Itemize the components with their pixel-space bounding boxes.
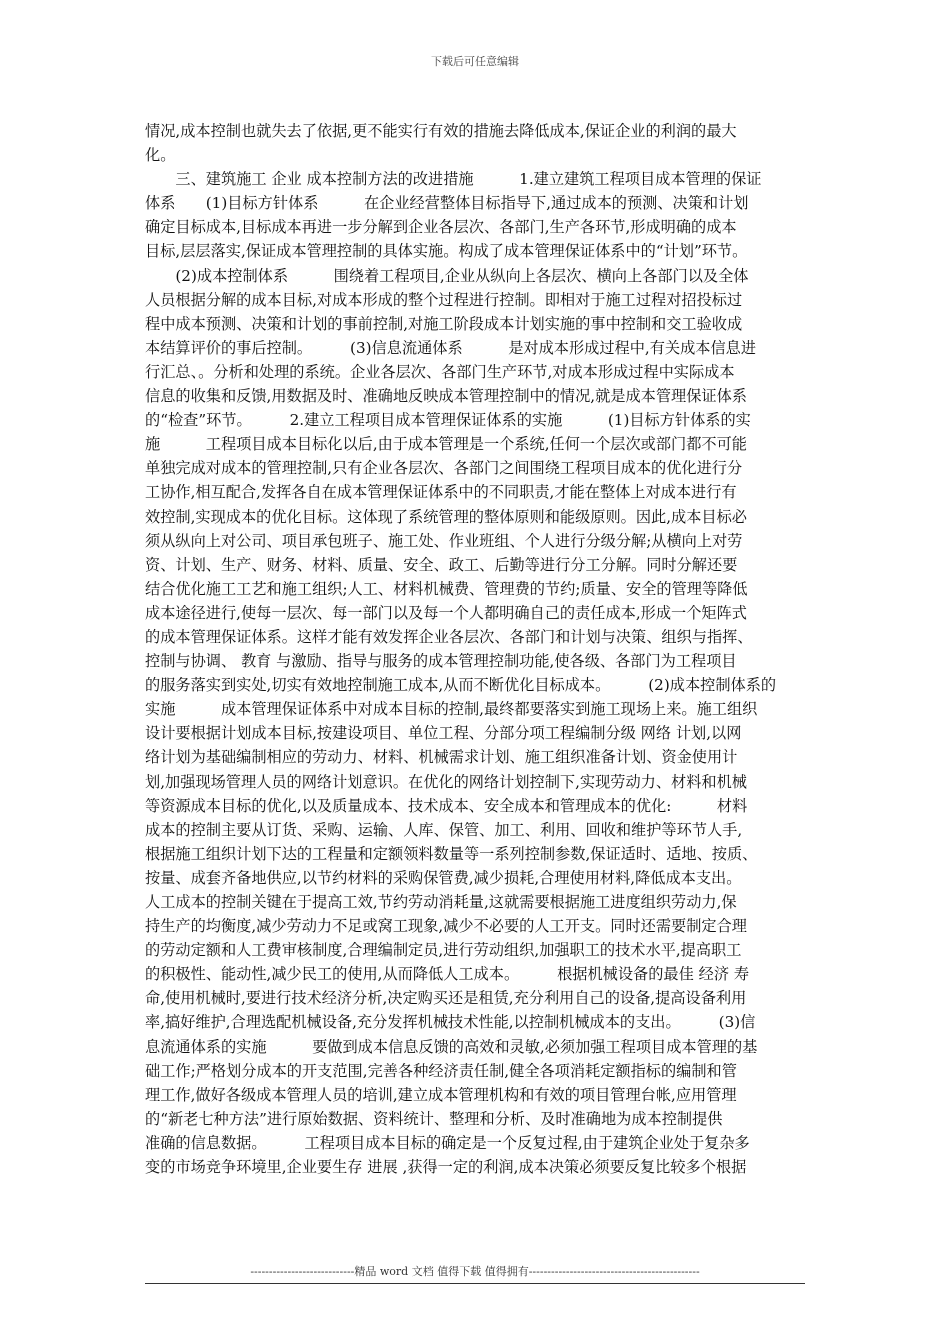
text-line: 确定目标成本,目标成本再进一步分解到企业各层次、各部门,生产各环节,形成明确的成本 xyxy=(145,218,737,237)
text-line: 理工作,做好各级成本管理人员的培训,建立成本管理机构和有效的项目管理台帐,应用管理 xyxy=(145,1085,737,1104)
text-line: 施 工程项目成本目标化以后,由于成本管理是一个系统,任何一个层次或部门都不可能 xyxy=(145,435,747,454)
text-line: 成本途径进行,使每一层次、每一部门以及每一个人都明确自己的责任成本,形成一个矩阵式 xyxy=(145,603,747,622)
text-line: 息流通体系的实施 要做到成本信息反馈的高效和灵敏,必须加强工程项目成本管理的基 xyxy=(145,1037,758,1056)
text-line: 体系 (1)目标方针体系 在企业经营整体目标指导下,通过成本的预测、决策和计划 xyxy=(145,194,749,213)
document-body xyxy=(145,119,813,1179)
page-footer: ----------------------------精品 word 文档 值得下载 值得拥有---------------------------------------------- xyxy=(250,1265,700,1278)
text-line: 行汇总、。分析和处理的系统。企业各层次、各部门生产环节,对成本形成过程中实际成本 xyxy=(145,362,735,381)
text-line: 等资源成本目标的优化,以及质量成本、技术成本、安全成本和管理成本的优化: 材料 xyxy=(145,796,748,815)
text-line: 准确的信息数据。 工程项目成本目标的确定是一个反复过程,由于建筑企业处于复杂多 xyxy=(145,1133,750,1152)
text-line: 设计要根据计划成本目标,按建设项目、单位工程、分部分项工程编制分级 网络 计划,以网 xyxy=(145,724,742,743)
text-line: 效控制,实现成本的优化目标。这体现了系统管理的整体原则和能级原则。因此,成本目标必 xyxy=(145,507,747,526)
text-line: 的成本管理保证体系。这样才能有效发挥企业各层次、各部门和计划与决策、组织与指挥、 xyxy=(145,627,753,646)
text-line: 信息的收集和反馈,用数据及时、准确地反映成本管理控制中的情况,就是成本管理保证体系 xyxy=(145,387,747,406)
footer-rule xyxy=(145,1283,805,1284)
text-line: 须从纵向上对公司、项目承包班子、施工处、作业班组、个人进行分级分解;从横向上对劳 xyxy=(145,531,743,550)
text-line: 人员根据分解的成本目标,对成本形成的整个过程进行控制。即相对于施工过程对招投标过 xyxy=(145,290,743,309)
text-line: 三、建筑施工 企业 成本控制方法的改进措施 1.建立建筑工程项目成本管理的保证 xyxy=(145,170,762,189)
text-line: 的“新老七种方法”进行原始数据、资料统计、整理和分析、及时准确地为成本控制提供 xyxy=(145,1109,723,1128)
text-line: (2)成本控制体系 围绕着工程项目,企业从纵向上各层次、横向上各部门以及全体 xyxy=(145,266,749,285)
text-line: 本结算评价的事后控制。 (3)信息流通体系 是对成本形成过程中,有关成本信息进 xyxy=(145,338,757,357)
text-line: 的劳动定额和人工费审核制度,合理编制定员,进行劳动组织,加强职工的技术水平,提高职工 xyxy=(145,941,742,960)
text-line: 成本的控制主要从订货、采购、运输、人库、保管、加工、利用、回收和维护等环节人手, xyxy=(145,820,743,839)
text-line: 人工成本的控制关键在于提高工效,节约劳动消耗量,这就需要根据施工进度组织劳动力,保 xyxy=(145,893,737,911)
text-line: 程中成本预测、决策和计划的事前控制,对施工阶段成本计划实施的事中控制和交工验收成 xyxy=(145,314,743,333)
text-line: 划,加强现场管理人员的网络计划意识。在优化的网络计划控制下,实现劳动力、材料和机械 xyxy=(145,772,747,791)
page-header: 下载后可任意编辑 xyxy=(431,55,519,68)
text-line: 工协作,相互配合,发挥各自在成本管理保证体系中的不同职责,才能在整体上对成本进行有 xyxy=(145,483,737,502)
text-line: 资、计划、生产、财务、材料、质量、安全、政工、后勤等进行分工分解。同时分解还要 xyxy=(145,555,738,574)
text-line: 控制与协调、 教育 与激励、指导与服务的成本管理控制功能,使各级、各部门为工程项目 xyxy=(145,652,737,671)
text-line: 按量、成套齐备地供应,以节约材料的采购保管费,减少损耗,合理使用材料,降低成本支出。 xyxy=(145,868,742,887)
text-line: 的服务落实到实处,切实有效地控制施工成本,从而不断优化目标成本。 (2)成本控制体系的 xyxy=(145,676,777,695)
text-line: 变的市场竞争环境里,企业要生存 进展 ,获得一定的利润,成本决策必须要反复比较多个根据 xyxy=(145,1158,747,1177)
text-line: 率,搞好维护,合理选配机械设备,充分发挥机械技术性能,以控制机械成本的支出。 (3)信 xyxy=(145,1013,756,1032)
text-line: 目标,层层落实,保证成本管理控制的具体实施。构成了成本管理保证体系中的“计划”环节。 xyxy=(145,242,748,261)
text-line: 情况,成本控制也就失去了依据,更不能实行有效的措施去降低成本,保证企业的利润的最大 xyxy=(145,122,737,140)
text-line: 命,使用机械时,要进行技术经济分析,决定购买还是租赁,充分利用自己的设备,提高设备利用 xyxy=(145,989,747,1008)
text-line: 持生产的均衡度,减少劳动力不足或窝工现象,减少不必要的人工开支。同时还需要制定合理 xyxy=(145,917,747,936)
text-line: 结合优化施工工艺和施工组织;人工、材料机械费、管理费的节约;质量、安全的管理等降低 xyxy=(145,579,748,598)
text-line: 络计划为基础编制相应的劳动力、材料、机械需求计划、施工组织准备计划、资金使用计 xyxy=(145,748,738,767)
text-line: 单独完成对成本的管理控制,只有企业各层次、各部门之间围绕工程项目成本的优化进行分 xyxy=(145,459,743,478)
text-line: 化。 xyxy=(145,146,176,165)
text-line: 的“检查”环节。 2.建立工程项目成本管理保证体系的实施 (1)目标方针体系的实 xyxy=(145,411,751,430)
text-line: 的积极性、能动性,减少民工的使用,从而降低人工成本。 根据机械设备的最佳 经济 寿 xyxy=(145,965,750,984)
text-line: 础工作;严格划分成本的开支范围,完善各种经济责任制,健全各项消耗定额指标的编制和管 xyxy=(145,1061,737,1080)
text-line: 实施 成本管理保证体系中对成本目标的控制,最终都要落实到施工现场上来。施工组织 xyxy=(145,700,758,719)
text-line: 根据施工组织计划下达的工程量和定额领料数量等一系列控制参数,保证适时、适地、按质、 xyxy=(145,844,758,863)
